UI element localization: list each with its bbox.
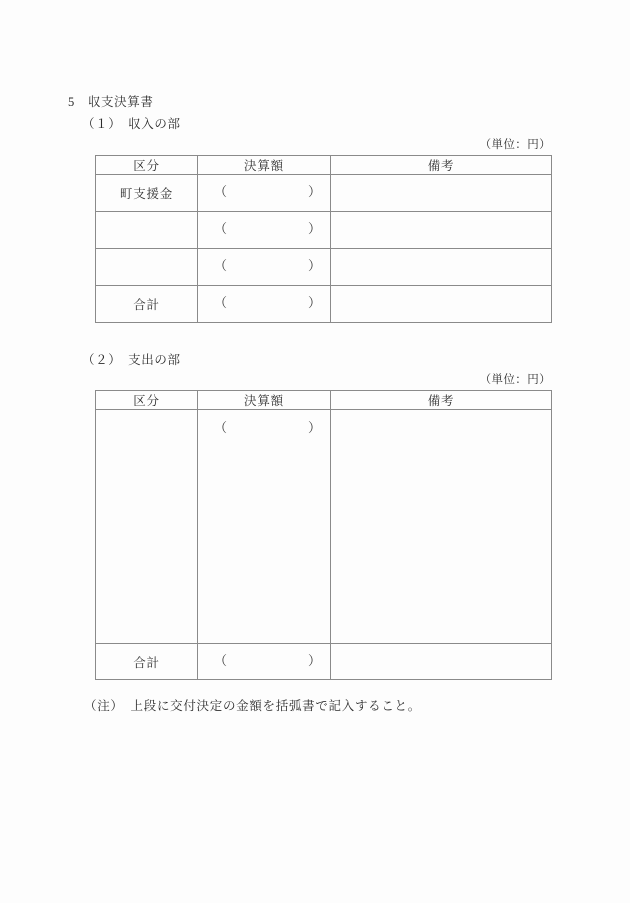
remarks-cell[interactable] bbox=[331, 410, 552, 644]
row-label-kubun[interactable] bbox=[96, 212, 198, 249]
remarks-cell[interactable] bbox=[331, 212, 552, 249]
paren-close-mark: ） bbox=[308, 221, 322, 236]
row-label-total: 合計 bbox=[96, 644, 198, 680]
table-header-row bbox=[96, 391, 552, 410]
remarks-cell[interactable] bbox=[331, 644, 552, 680]
table-row-total bbox=[96, 644, 552, 680]
table-row bbox=[96, 212, 552, 249]
unit-note-expenditure: （単位：円） bbox=[479, 374, 551, 386]
paren-open-mark: （ bbox=[214, 420, 228, 435]
column-header-biko: 備考 bbox=[331, 391, 552, 410]
page-title: 5 収支決算書 bbox=[68, 95, 154, 109]
subsection-heading-revenue: （１） 収入の部 bbox=[82, 117, 181, 131]
remarks-cell[interactable] bbox=[331, 175, 552, 212]
table-row bbox=[96, 175, 552, 212]
remarks-cell[interactable] bbox=[331, 249, 552, 286]
amount-entry-cell[interactable] bbox=[198, 410, 331, 644]
paren-open-mark: （ bbox=[214, 295, 228, 310]
amount-entry-cell[interactable] bbox=[198, 212, 331, 249]
paren-close-mark: ） bbox=[308, 653, 322, 668]
amount-entry-cell-total[interactable] bbox=[198, 644, 331, 680]
column-header-kessangaku: 決算額 bbox=[198, 156, 331, 175]
column-header-kubun: 区分 bbox=[96, 391, 198, 410]
table-header-row bbox=[96, 156, 552, 175]
paren-close-mark: ） bbox=[308, 258, 322, 273]
paren-open-mark: （ bbox=[214, 221, 228, 236]
paren-close-mark: ） bbox=[308, 295, 322, 310]
revenue-table bbox=[95, 155, 552, 323]
footnote-note: （注） 上段に交付決定の金額を括弧書で記入すること。 bbox=[84, 699, 421, 713]
paren-open-mark: （ bbox=[214, 184, 228, 199]
table-row bbox=[96, 249, 552, 286]
paren-close-mark: ） bbox=[308, 184, 322, 199]
row-label-kubun[interactable] bbox=[96, 249, 198, 286]
column-header-kessangaku: 決算額 bbox=[198, 391, 331, 410]
paren-open-mark: （ bbox=[214, 258, 228, 273]
unit-note-revenue: （単位：円） bbox=[479, 139, 551, 151]
table-row bbox=[96, 410, 552, 644]
amount-entry-cell[interactable] bbox=[198, 175, 331, 212]
table-row-total bbox=[96, 286, 552, 323]
amount-entry-cell-total[interactable] bbox=[198, 286, 331, 323]
expenditure-table bbox=[95, 390, 552, 680]
paren-close-mark: ） bbox=[308, 420, 322, 435]
column-header-biko: 備考 bbox=[331, 156, 552, 175]
row-label-kubun[interactable] bbox=[96, 410, 198, 644]
amount-entry-cell[interactable] bbox=[198, 249, 331, 286]
paren-open-mark: （ bbox=[214, 653, 228, 668]
row-label-kubun[interactable]: 町支援金 bbox=[96, 175, 198, 212]
remarks-cell[interactable] bbox=[331, 286, 552, 323]
row-label-total: 合計 bbox=[96, 286, 198, 323]
subsection-heading-expenditure: （２） 支出の部 bbox=[82, 353, 181, 367]
column-header-kubun: 区分 bbox=[96, 156, 198, 175]
